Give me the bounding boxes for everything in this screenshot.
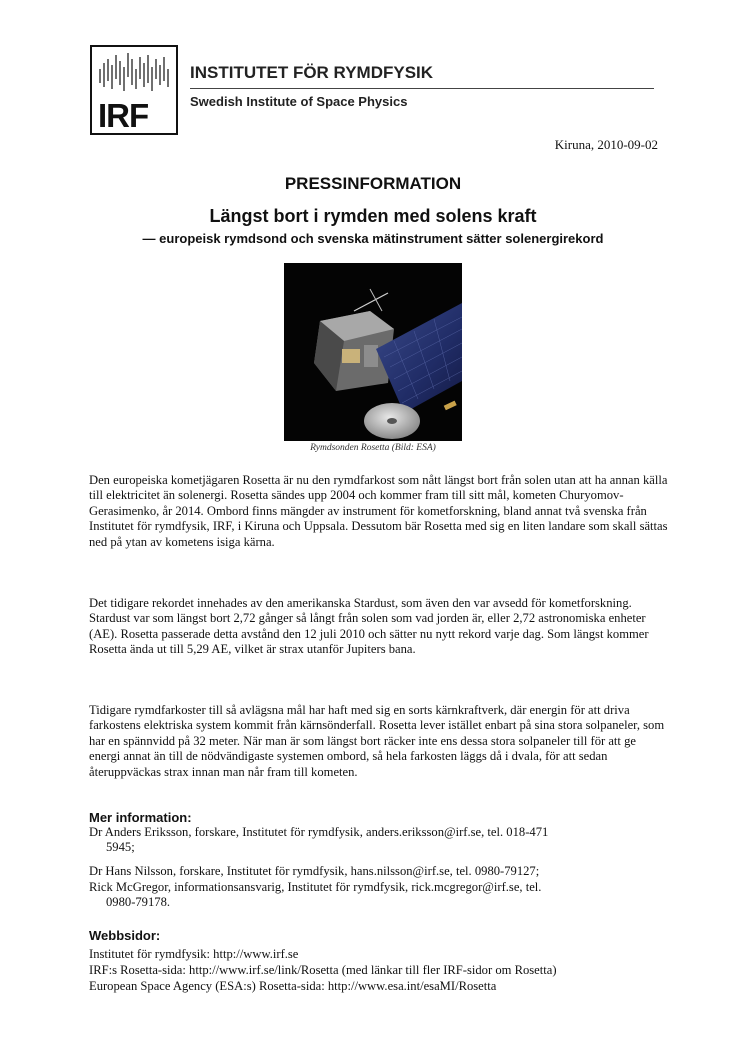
body-paragraph-1: Den europeiska kometjägaren Rosetta är nu den rymdfarkost som nått längst bort från solen utan att ha annan källa till elektricitet än solenergi. Rosetta sändes upp 2004 och kommer fram till sitt mål, kometen Churyomov-Gerasimenko, år 2014. Ombord finns mängder av instrument för kometforskning, bland annat två svenska från Institutet för rymdfysik, IRF, i Kiruna och Uppsala. Dessutom bär Rosetta med sig en liten landare som skall sättas ned på ytan av kometens isiga kärna.: [89, 473, 668, 549]
organization-name: INSTITUTET FÖR RYMDFYSIK: [190, 63, 434, 82]
website-line: IRF:s Rosetta-sida: http://www.irf.se/link/Rosetta (med länkar till fler IRF-sidor om Rosetta): [89, 963, 557, 977]
irf-logo: [90, 45, 178, 135]
contact-line: Dr Hans Nilsson, forskare, Institutet för rymdfysik, hans.nilsson@irf.se, tel. 0980-79127;: [89, 864, 540, 878]
website-line: Institutet för rymdfysik: http://www.irf.se: [89, 947, 299, 961]
more-info-heading: Mer information:: [89, 810, 192, 825]
photo-caption: Rymdsonden Rosetta (Bild: ESA): [310, 443, 436, 453]
contact-item: [89, 825, 659, 856]
contact-item: [89, 880, 659, 911]
body-paragraph-2: Det tidigare rekordet innehades av den amerikanska Stardust, som även den var avsedd för kometforskning. Stardust var som längst bort 2,72 gånger så långt från solen som vad jorden är, eller 2,72 astronomiska enheter (AE). Rosetta passerade detta avstånd den 12 juli 2010 och sätter nu nytt rekord varje dag. Som längst kommer Rosetta ända ut till 5,29 AE, vilket är strax utanför Jupiters bana.: [89, 596, 649, 657]
websites-heading: Webbsidor:: [89, 928, 161, 943]
signal-waveform-icon: [94, 49, 176, 97]
contact-line: Dr Anders Eriksson, forskare, Institutet för rymdfysik, anders.eriksson@irf.se, tel. 018-471: [89, 825, 549, 839]
website-line: European Space Agency (ESA:s) Rosetta-sida: http://www.esa.int/esaMI/Rosetta: [89, 979, 497, 993]
body-paragraph-3: Tidigare rymdfarkoster till så avlägsna mål har haft med sig en sorts kärnkraftverk, där energin för att driva farkostens elektriska system kommit från kärnsönderfall. Rosetta lever istället enbart på sina stora solpaneler, som har en spännvidd på 32 meter. När man är som längst bort räcker inte ens dessa stora solpaneler till för att ge energi annat än till de nödvändigaste systemen ombord, så hela farkosten läggs då i dvala, för att sedan återuppväckas strax innan man når fram till kometen.: [89, 703, 665, 779]
contact-line-continued: 5945;: [106, 840, 135, 855]
organization-name-english: Swedish Institute of Space Physics: [190, 94, 408, 109]
headline: Längst bort i rymden med solens kraft: [209, 206, 537, 226]
document-type-title: PRESSINFORMATION: [284, 174, 462, 193]
header-divider: [190, 88, 654, 89]
contact-line-continued: 0980-79178.: [106, 895, 171, 910]
logo-letters: IRF: [98, 97, 149, 134]
subheadline: — europeisk rymdsond och svenska mätinstrument sätter solenergirekord: [142, 231, 604, 246]
contact-line: Rick McGregor, informationsansvarig, Institutet för rymdfysik, rick.mcgregor@irf.se, tel.: [89, 880, 542, 894]
dateline: Kiruna, 2010-09-02: [554, 137, 658, 152]
contact-item: [89, 864, 659, 879]
rosetta-photo: [284, 263, 462, 441]
